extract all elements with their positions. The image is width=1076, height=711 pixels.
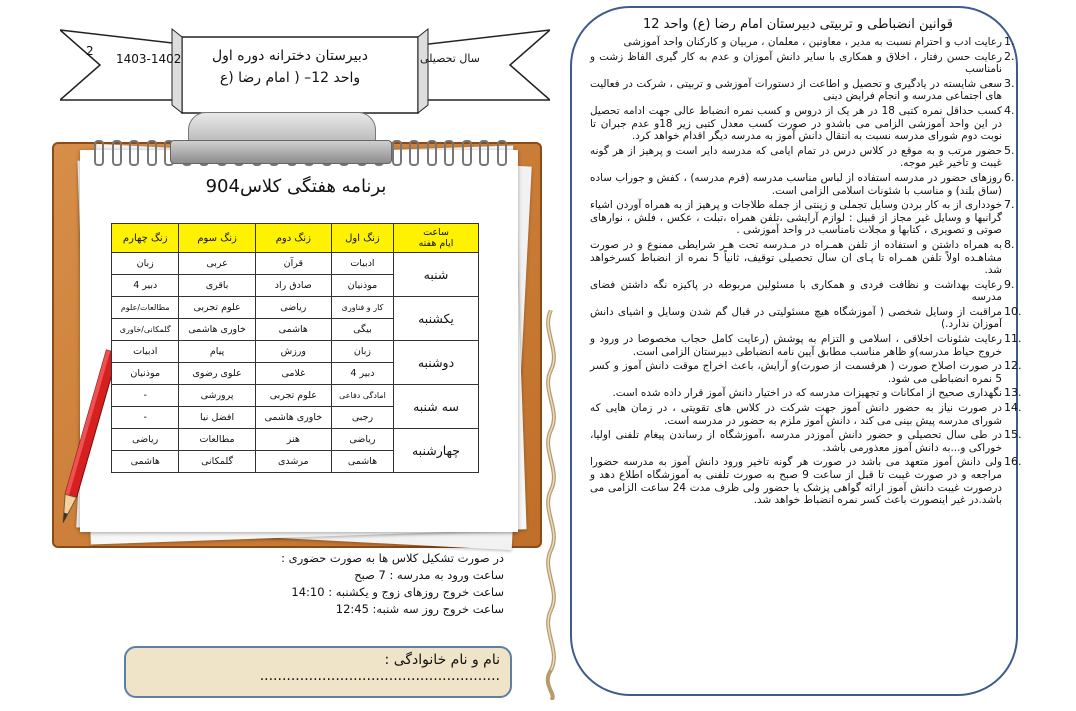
rule-item [590, 386, 1022, 400]
table-row [112, 253, 479, 275]
attendance-notes [260, 550, 504, 618]
schedule-cell: موذنیان [112, 363, 179, 385]
schedule-cell: غلامی [255, 363, 331, 385]
rule-text: رعایت حسن رفتار ، اخلاق و همکاری با سایر دانش آموزان و عدم به کار گیری الفاظ زشت و نامناسب [590, 50, 1002, 76]
schedule-cell: زبان [331, 341, 393, 363]
schedule-cell: مطالعات [179, 429, 255, 451]
table-row [112, 385, 479, 407]
rule-item [590, 170, 1015, 197]
rule-text: رعایت ادب و احترام نسبت به مدیر ، معاونین ، معلمان ، مربیان و کارکنان واحد آموزشی [623, 36, 1002, 48]
notes-line: ساعت خروج روز سه شنبه: 12:45 [335, 602, 504, 616]
schedule-cell: زبان [112, 253, 179, 275]
schedule-cell: خاوری هاشمی [179, 319, 255, 341]
day-cell: دوشنبه [394, 341, 479, 385]
rule-text: در طی سال تحصیلی و حضور دانش آموزدر مدرسه ،آموزشگاه از رساندن پیغام تلفنی اولیا، خوراکی و...به دانش آموز معذورمی باشد. [590, 429, 1002, 454]
schedule-cell: باقری [179, 275, 255, 297]
rule-item [590, 103, 1015, 143]
binder-ring-icon [444, 140, 454, 166]
column-header: زنگ سوم [179, 224, 255, 253]
rule-item [590, 49, 1015, 76]
corner-days-label: ایام هفته [418, 238, 454, 249]
schedule-cell: دبیر 4 [331, 363, 393, 385]
schedule-cell: مطالعات/علوم [112, 297, 179, 319]
rule-number: 8. [1004, 237, 1015, 251]
schedule-cell: خاوری هاشمی [255, 407, 331, 429]
schedule-cell: هاشمی [112, 451, 179, 473]
schedule-cell: افضل نیا [179, 407, 255, 429]
schedule-cell: صادق راد [255, 275, 331, 297]
rule-item [590, 428, 1022, 454]
schedule-cell: عربی [179, 253, 255, 275]
schedule-cell: هاشمی [255, 319, 331, 341]
rule-item [590, 143, 1015, 170]
schedule-cell: رجبی [331, 407, 393, 429]
rule-text: نگهداری صحیح از امکانات و تجهیزات مدرسه که در اختیار دانش آموز قرار داده شده است. [612, 387, 1002, 400]
rules-list [590, 35, 1022, 509]
rule-item [590, 332, 1022, 358]
binder-ring-icon [129, 140, 139, 166]
binder-ring-icon [427, 140, 437, 166]
column-header: زنگ چهارم [112, 224, 179, 253]
schedule-cell: گلمکانی/خاوری [112, 319, 179, 341]
schedule-cell: گلمکانی [179, 451, 255, 473]
rule-number: 11. [1004, 332, 1022, 346]
binder-ring-icon [392, 140, 402, 166]
column-header: زنگ اول [331, 224, 393, 253]
binder-ring-icon [479, 140, 489, 166]
rule-number: 4. [1004, 103, 1015, 117]
schedule-cell: هاشمی [331, 451, 393, 473]
rule-item [590, 237, 1015, 277]
schedule-cell: علوی رضوی [179, 363, 255, 385]
binder-ring-icon [94, 140, 104, 166]
rule-item [590, 455, 1022, 507]
rule-number: 10. [1004, 304, 1022, 318]
rule-item [590, 35, 1015, 49]
name-field-label: نام و نام خانوادگی : ...................................................... [259, 652, 500, 684]
schedule-cell: علوم تجربی [179, 297, 255, 319]
rule-item [590, 401, 1022, 427]
notes-line: در صورت تشکیل کلاس ها به صورت حضوری : [281, 551, 504, 565]
schedule-cell: مرشدی [255, 451, 331, 473]
rule-item [590, 304, 1022, 331]
table-row [112, 297, 479, 319]
rule-number: 3. [1004, 76, 1015, 90]
day-cell: سه شنبه [394, 385, 479, 429]
schedule-cell: ادبیات [331, 253, 393, 275]
school-name: دبیرستان دخترانه دوره اول [212, 48, 368, 64]
rule-text: کسب حداقل نمره کتبی 18 در هر یک از دروس و کسب نمره انضباط عالی جهت ادامه تحصیل در این واحد آموزشی الزامی می باشدو در صورت کسب معدل کتبی زیر 18و عدم جبران تا نوبت دوم شورای مدرسه نسبت به انتقال دانش آموز به مدرسه دیگر اقدام خواهد کرد. [590, 104, 1002, 143]
schedule-title: برنامه هفتگی کلاس904 [205, 176, 387, 197]
binder-ring-icon [462, 140, 472, 166]
rule-text: در صورت اصلاح صورت ( هرقسمت از صورت)و آرایش، باعث اخراج موقت دانش آموز و کسر 5 نمره انضباطی می شود. [590, 360, 1002, 385]
rule-item [590, 277, 1015, 304]
binder-ring-icon [147, 140, 157, 166]
table-row [112, 341, 479, 363]
schedule-cell: پیام [179, 341, 255, 363]
schedule-cell: امادگی دفاعی [331, 385, 393, 407]
rule-item [590, 359, 1022, 385]
day-cell: چهارشنبه [394, 429, 479, 473]
schedule-cell: بیگی [331, 319, 393, 341]
schedule-cell: ریاضی [331, 429, 393, 451]
rule-text: به همراه داشتن و استفاده از تلفن همـراه در مـدرسه تحت هـر شرایطی ممنوع و در صورت مشاهـده اولاً تلفن همـراه تا پـای ان سال تحصیلی توقیف، ثانیاً 5 نمره از انضباط کسرخواهد شد. [590, 238, 1002, 277]
schedule-body [112, 253, 479, 473]
schedule-cell: - [112, 385, 179, 407]
schedule-cell: هنر [255, 429, 331, 451]
page-number: 2 [86, 44, 94, 58]
school-unit: واحد 12– ( امام رضا (ع [219, 70, 361, 86]
schedule-cell: ریاضی [255, 297, 331, 319]
rule-text: در صورت نیاز به حضور دانش آموز جهت شرکت در کلاس های تقویتی ، در زمان هایی که شورای مدرسه پیش بینی می کند ، دانش آموز ملزم به حضور در مدرسه است. [590, 402, 1002, 427]
rule-text: ولی دانش آموز متعهد می باشد در صورت هر گونه تاخیر ورود دانش آموز به مدرسه حضورا مراجعه و در صورت غیبت تا قبل از ساعت 9 صبح به صورت تلفنی به آموزشگاه اطلاع دهد و درصورت غیبت دانش آموز ارائه گواهی پزشک یا حضور ولی ظرف مدت 24 ساعت الزامی می باشد.در غیر اینصورت باعث کسر نمره انضباط خواهد شد. [590, 456, 1002, 507]
rule-number: 14. [1004, 401, 1022, 415]
rule-text: رعایت بهداشت و نظافت فردی و همکاری با مسئولین مربوطه در پاکیزه نگه داشتن فضای مدرسه [590, 278, 1002, 304]
rule-item [590, 76, 1015, 103]
rule-number: 12. [1004, 359, 1022, 373]
pencil-icon [60, 348, 112, 538]
binder-ring-icon [497, 140, 507, 166]
academic-year-label: سال تحصیلی [420, 52, 480, 65]
column-header: زنگ دوم [255, 224, 331, 253]
rule-item [590, 198, 1015, 237]
rule-number: 16. [1004, 455, 1022, 469]
day-cell: یکشنبه [394, 297, 479, 341]
schedule-corner-header [394, 224, 479, 253]
rule-number: 6. [1004, 170, 1015, 184]
binder-ring-icon [112, 140, 122, 166]
weekly-schedule-table [111, 223, 479, 473]
schedule-cell: قرآن [255, 253, 331, 275]
rule-text: سعی شایسته در یادگیری و تحصیل و اطاعت از دستورات آموزشی و تربیتی ، شرکت در فعالیت های اجتماعی مدرسه و انجام فرایض دینی [590, 77, 1002, 103]
rule-number: 13. [1004, 386, 1022, 400]
clip-base-icon [170, 140, 392, 164]
schedule-cell: ریاضی [112, 429, 179, 451]
notes-line: ساعت ورود به مدرسه : 7 صبح [354, 568, 504, 582]
schedule-cell: موذنیان [331, 275, 393, 297]
table-row [112, 429, 479, 451]
rule-number: 9. [1004, 277, 1015, 291]
rule-number: 2. [1004, 49, 1015, 63]
schedule-cell: پرورشی [179, 385, 255, 407]
schedule-cell: - [112, 407, 179, 429]
rule-number: 5. [1004, 143, 1015, 157]
schedule-cell: دبیر 4 [112, 275, 179, 297]
schedule-cell: کار و فناوری [331, 297, 393, 319]
rule-number: 1. [1004, 35, 1015, 48]
schedule-cell: ورزش [255, 341, 331, 363]
rule-text: خودداری از به کار بردن وسایل تجملی و زینتی از جمله طلاجات و پرهیز از به همراه آوردن اشیاء گرانبها و وسایل غیر مجاز از قبیل : لوازم آرایشی ،تلفن همراه ،تبلت ، عکس ، فلش ، نوارهای صوتی و تصویری ، کتابها و مجلات نامناسب در واحد آموزشی . [590, 199, 1002, 237]
rule-text: حضور مرتب و به موقع در کلاس درس در تمام ایامی که مدرسه دایر است و پرهیز از هر گونه غیبت و تاخیر غیر موجه. [590, 144, 1002, 170]
schedule-cell: ادبیات [112, 341, 179, 363]
day-cell: شنبه [394, 253, 479, 297]
rule-text: روزهای حضور در مدرسه استفاده از لباس مناسب مدرسه (فرم مدرسه) ، کفش و جوراب ساده (ساق بلند) و مناسب با شئونات اسلامی الزامی است. [590, 171, 1002, 197]
corner-time-label: ساعت [423, 227, 449, 238]
rule-text: مراقبت از وسایل شخصی ( آموزشگاه هیچ مسئولیتی در قبال گم شدن وسایل و اشیای دانش آموزان ندارد.) [590, 305, 1002, 331]
schedule-cell: علوم تجربی [255, 385, 331, 407]
rule-number: 7. [1004, 198, 1015, 212]
rule-number: 15. [1004, 428, 1022, 442]
notes-line: ساعت خروج روزهای زوج و یکشنبه : 14:10 [291, 585, 504, 599]
rules-title: قوانین انضباطی و تربیتی دبیرستان امام رضا (ع) واحد 12 [643, 17, 953, 32]
binder-ring-icon [409, 140, 419, 166]
academic-year-value: 1403-1402 [116, 52, 182, 66]
rule-text: رعایت شئونات اخلاقی ، اسلامی و التزام به پوشش (رعایت کامل حجاب مخصوصا در ورود و خروج حیاط مدرسه)و ظاهر مناسب مطابق آیین نامه انضباطی دبیرستان الزامی است. [590, 333, 1002, 358]
